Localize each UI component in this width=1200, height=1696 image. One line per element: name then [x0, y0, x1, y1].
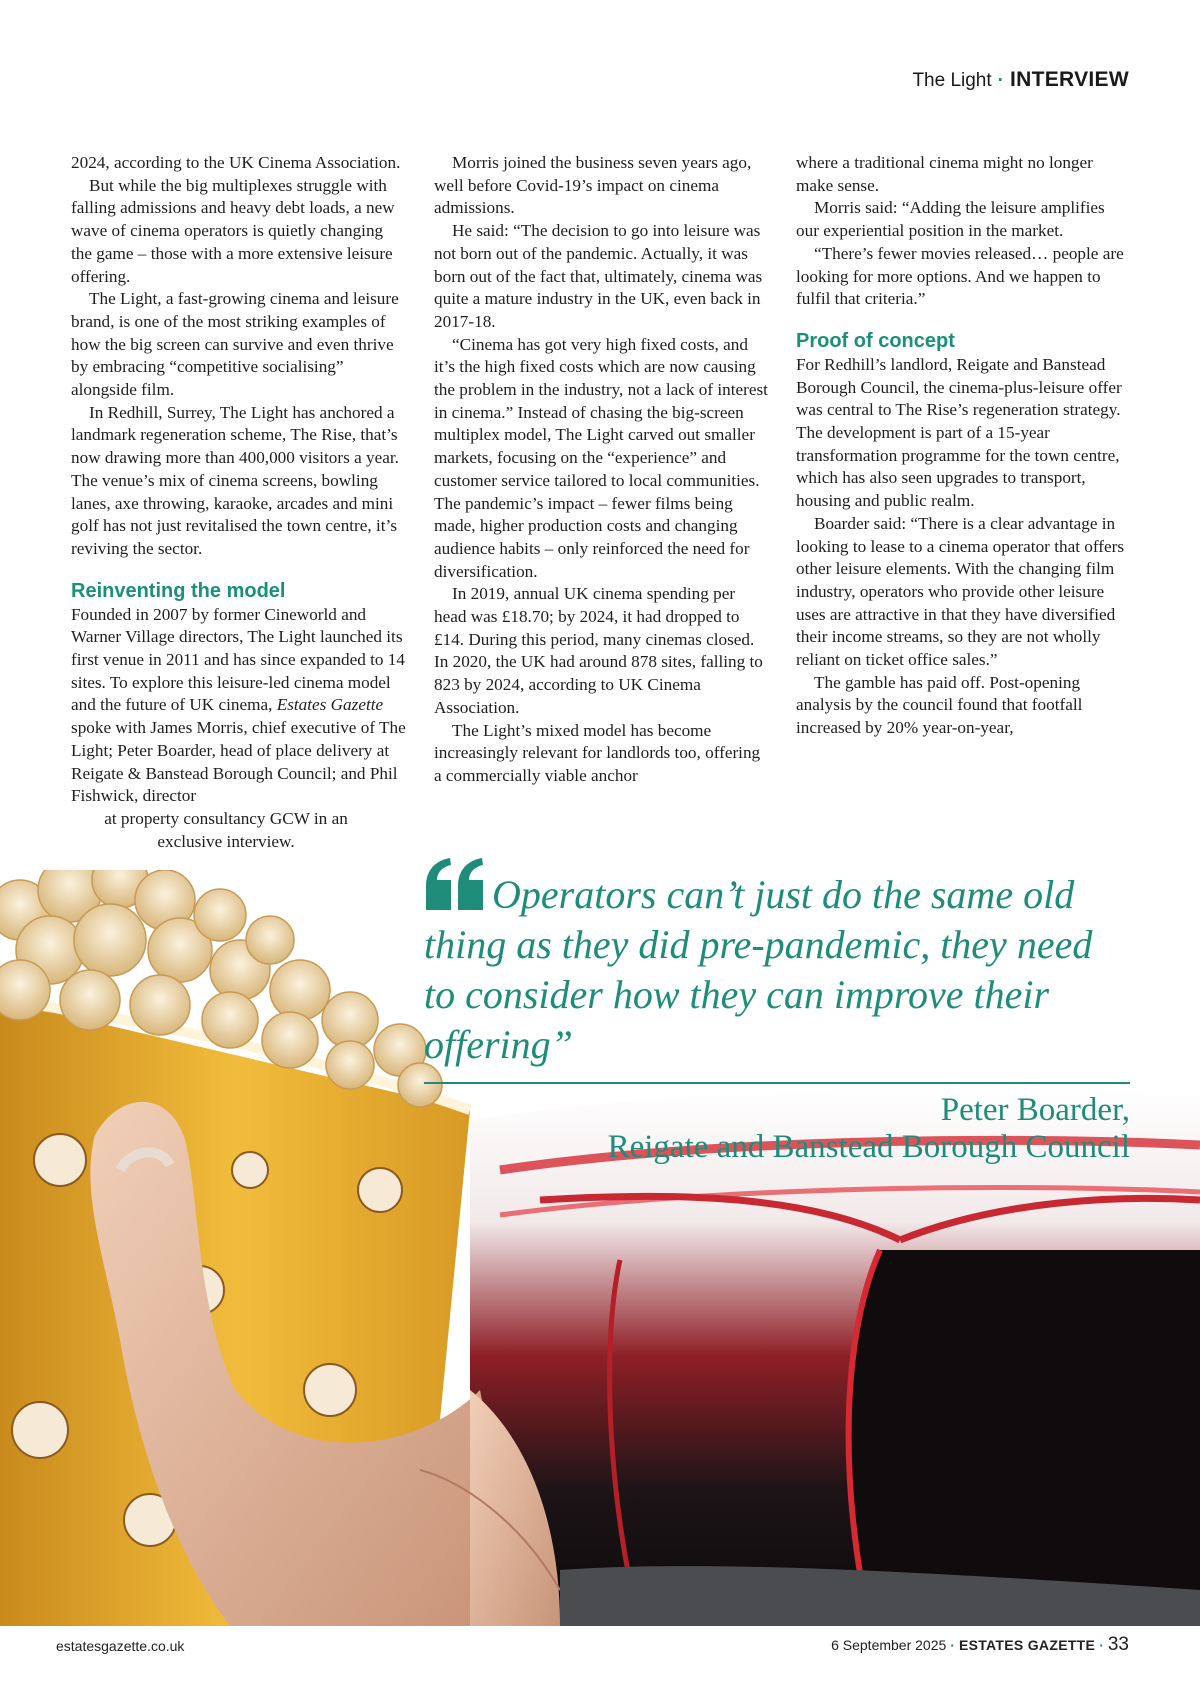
footer-date: 6 September 2025	[831, 1637, 947, 1653]
page-number: 33	[1107, 1634, 1129, 1655]
footer-publication: ESTATES GAZETTE	[958, 1637, 1096, 1653]
paragraph: He said: “The decision to go into leisure was not born out of the pandemic. Actually, it was born out of the fact that, ultimately, cinema was quite a mature industry in the UK, even back in 2017-18.	[434, 221, 763, 331]
paragraph-part: Founded in 2007 by former Cineworld and Warner Village directors, The Light launched its first venue in 2011 and has since expanded to 14 sites. To explore this leisure-led cinema model and the future of UK cinema,	[71, 604, 405, 715]
paragraph: But while the big multiplexes struggle with falling admissions and heavy debt loads, a new wave of cinema operators is quietly changing the game – those with a more extensive leisure offering.	[71, 175, 395, 286]
article-column-1	[71, 152, 407, 853]
pull-quote-attribution	[424, 1092, 1130, 1166]
pull-quote-text: Operators can’t just do the same old thing as they did pre-pandemic, they need to consider how they can improve their offering”	[424, 872, 1093, 1067]
attribution-organisation: Reigate and Banstead Borough Council	[607, 1129, 1130, 1165]
paragraph: The Light’s mixed model has become increasingly relevant for landlords too, offering a commercially viable anchor	[434, 720, 761, 785]
paragraph: The Light, a fast-growing cinema and leisure brand, is one of the most striking examples of how the big screen can survive and even thrive by embracing “competitive socialising” alongside film.	[71, 289, 399, 400]
header-separator: ·	[997, 70, 1004, 91]
attribution-name: Peter Boarder,	[940, 1092, 1130, 1128]
article-column-3	[796, 152, 1130, 740]
footer-separator: ·	[1099, 1637, 1104, 1653]
paragraph: The gamble has paid off. Post-opening analysis by the council found that footfall increased by 20% year-on-year,	[796, 672, 1083, 738]
paragraph-tail: at property consultancy GCW in an exclusive interview.	[104, 808, 348, 851]
quote-mark-icon	[424, 858, 486, 910]
footer-separator: ·	[950, 1637, 955, 1653]
paragraph: where a traditional cinema might no longer make sense.	[796, 153, 1093, 195]
subheading-reinventing: Reinventing the model	[71, 579, 286, 602]
pull-quote-rule	[424, 1082, 1130, 1084]
paragraph: Morris said: “Adding the leisure amplifies our experiential position in the market.	[796, 198, 1105, 241]
header-section: INTERVIEW	[1010, 68, 1129, 91]
publication-name: Estates Gazette	[276, 695, 384, 715]
pull-quote	[424, 858, 1130, 1166]
paragraph-part: spoke with James Morris, chief executive of The Light; Peter Boarder, head of place delivery at Reigate & Banstead Borough Council; and Phil Fishwick, director	[71, 718, 406, 806]
running-header	[912, 68, 1129, 92]
pull-quote-text-block	[424, 858, 1130, 1070]
paragraph: 2024, according to the UK Cinema Association.	[71, 153, 401, 172]
paragraph: “Cinema has got very high fixed costs, and it’s the high fixed costs which are now causing the problem in the industry, not a lack of interest in cinema.” Instead of chasing the big-screen multiplex model, The Light carved out smaller markets, focusing on the “experience” and customer service tailored to local communities. The pandemic’s impact – fewer films being made, higher production costs and changing audience habits – only reinforced the need for diversification.	[434, 334, 768, 581]
paragraph: In 2019, annual UK cinema spending per head was £18.70; by 2024, it had dropped to £14. During this period, many cinemas closed. In 2020, the UK had around 878 sites, falling to 823 by 2024, according to UK Cinema Association.	[434, 584, 763, 717]
paragraph: For Redhill’s landlord, Reigate and Banstead Borough Council, the cinema-plus-leisure offer was central to The Rise’s regeneration strategy. The development is part of a 15-year transformation programme for the town centre, which has also seen upgrades to transport, housing and public realm.	[796, 354, 1122, 511]
footer-folio	[831, 1634, 1129, 1656]
paragraph: Morris joined the business seven years ago, well before Covid-19’s impact on cinema admissions.	[434, 153, 752, 218]
article-column-2	[434, 152, 768, 788]
paragraph: In Redhill, Surrey, The Light has anchored a landmark regeneration scheme, The Rise, that’s now drawing more than 400,000 visitors a year. The venue’s mix of cinema screens, bowling lanes, axe throwing, karaoke, arcades and mini golf has not just revitalised the town centre, it’s reviving the sector.	[71, 402, 399, 558]
paragraph: Boarder said: “There is a clear advantage in looking to lease to a cinema operator that offers other leisure elements. With the changing film industry, operators who provide other leisure uses are attractive in that they have diversified their income streams, so they are not wholly reliant on ticket office sales.”	[796, 513, 1125, 670]
footer-website: estatesgazette.co.uk	[56, 1638, 185, 1654]
page-footer	[56, 1634, 1129, 1664]
paragraph: “There’s fewer movies released… people are looking for more options. And we happen to fulfil that criteria.”	[796, 243, 1124, 309]
paragraph	[71, 604, 407, 808]
header-brand: The Light	[912, 70, 992, 91]
subheading-proof: Proof of concept	[796, 329, 955, 352]
